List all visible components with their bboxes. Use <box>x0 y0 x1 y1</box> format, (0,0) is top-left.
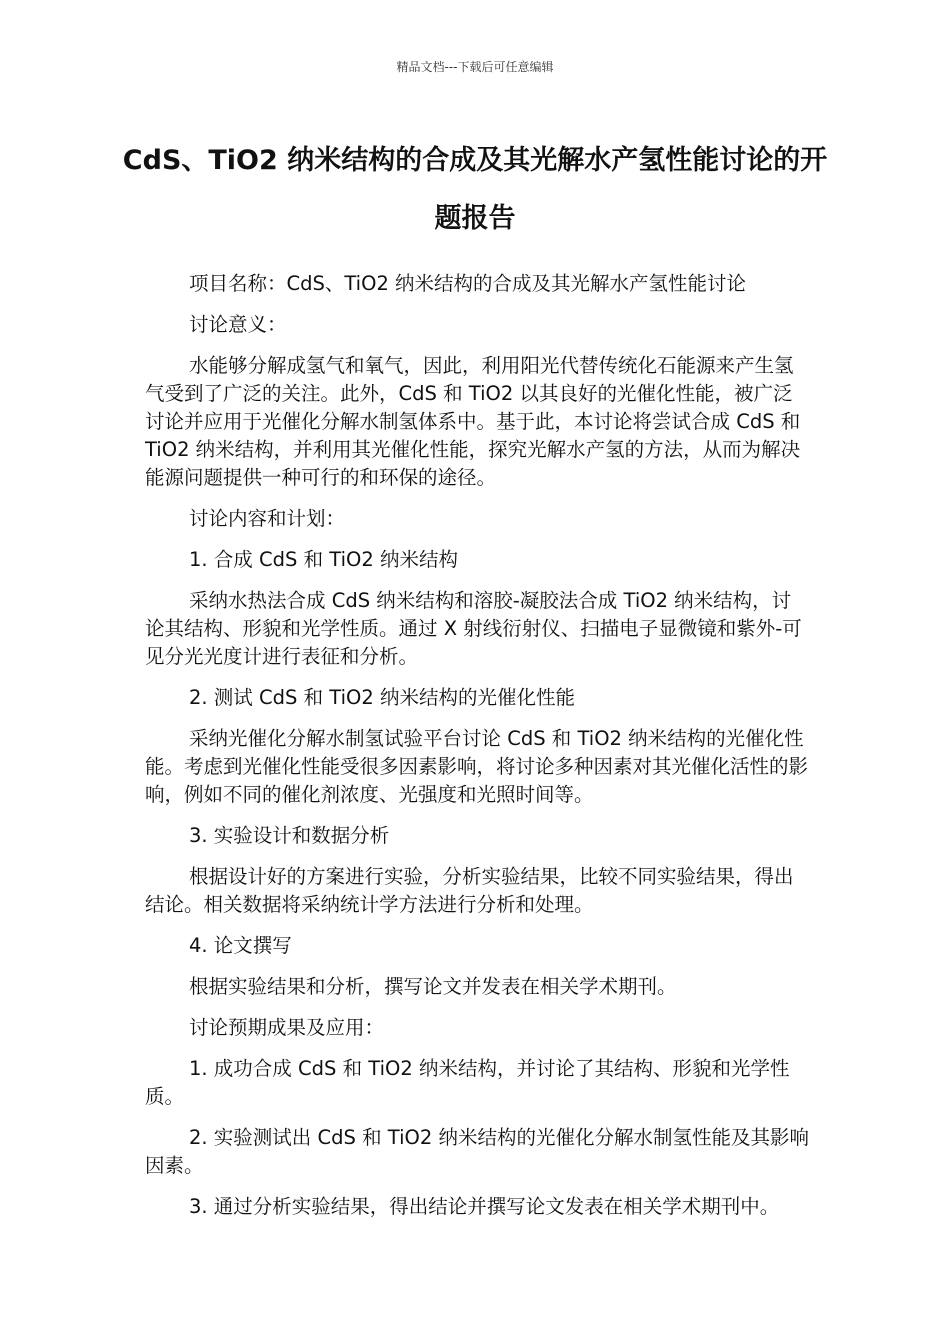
heading-expected-results: 讨论预期成果及应用： <box>189 1016 385 1039</box>
heading-content-plan: 讨论内容和计划： <box>189 507 346 530</box>
item-writing-heading: 4. 论文撰写 <box>189 934 292 957</box>
item-synthesis-heading: 1. 合成 CdS 和 TiO2 纳米结构 <box>189 548 458 571</box>
expected-result-item: 1. 成功合成 CdS 和 TiO2 纳米结构，并讨论了其结构、形貌和光学性质。 <box>145 1057 790 1108</box>
header-note: 精品文档---下载后可任意编辑 <box>396 60 554 74</box>
document-title: CdS、TiO2 纳米结构的合成及其光解水产氢性能讨论的开题报告 <box>122 145 828 234</box>
paragraph-significance: 水能够分解成氢气和氧气，因此，利用阳光代替传统化石能源来产生氢气受到了广泛的关注。此外，CdS 和 TiO2 以其良好的光催化性能，被广泛讨论并应用于光催化分解水制氢体系中。基于此，本讨论将尝试合成 CdS 和 TiO2 纳米结构，并利用其光催化性能，探究光解水产氢的方法，从而为解决能源问题提供一种可行的和环保的途径。 <box>145 354 801 489</box>
document-body <box>145 270 810 1234</box>
paragraph-photocatalysis: 采纳光催化分解水制氢试验平台讨论 CdS 和 TiO2 纳米结构的光催化性能。考虑到光催化性能受很多因素影响，将讨论多种因素对其光催化活性的影响，例如不同的催化剂浓度、光强度和光照时间等。 <box>145 727 809 806</box>
heading-significance: 讨论意义： <box>189 313 287 336</box>
paragraph-project-name: 项目名称：CdS、TiO2 纳米结构的合成及其光解水产氢性能讨论 <box>189 272 747 295</box>
paragraph-writing: 根据实验结果和分析，撰写论文并发表在相关学术期刊。 <box>189 975 677 998</box>
paragraph-synthesis: 采纳水热法合成 CdS 纳米结构和溶胶-凝胶法合成 TiO2 纳米结构，讨论其结构、形貌和光学性质。通过 X 射线衍射仪、扫描电子显微镜和紫外-可见分光光度计进行表征和分析。 <box>145 589 802 668</box>
item-experiment-heading: 3. 实验设计和数据分析 <box>189 824 390 847</box>
paragraph-experiment: 根据设计好的方案进行实验，分析实验结果，比较不同实验结果，得出结论。相关数据将采纳统计学方法进行分析和处理。 <box>145 865 794 916</box>
expected-result-item: 3. 通过分析实验结果，得出结论并撰写论文发表在相关学术期刊中。 <box>189 1195 780 1218</box>
item-photocatalysis-heading: 2. 测试 CdS 和 TiO2 纳米结构的光催化性能 <box>189 686 575 709</box>
expected-result-item: 2. 实验测试出 CdS 和 TiO2 纳米结构的光催化分解水制氢性能及其影响因素。 <box>145 1126 809 1177</box>
